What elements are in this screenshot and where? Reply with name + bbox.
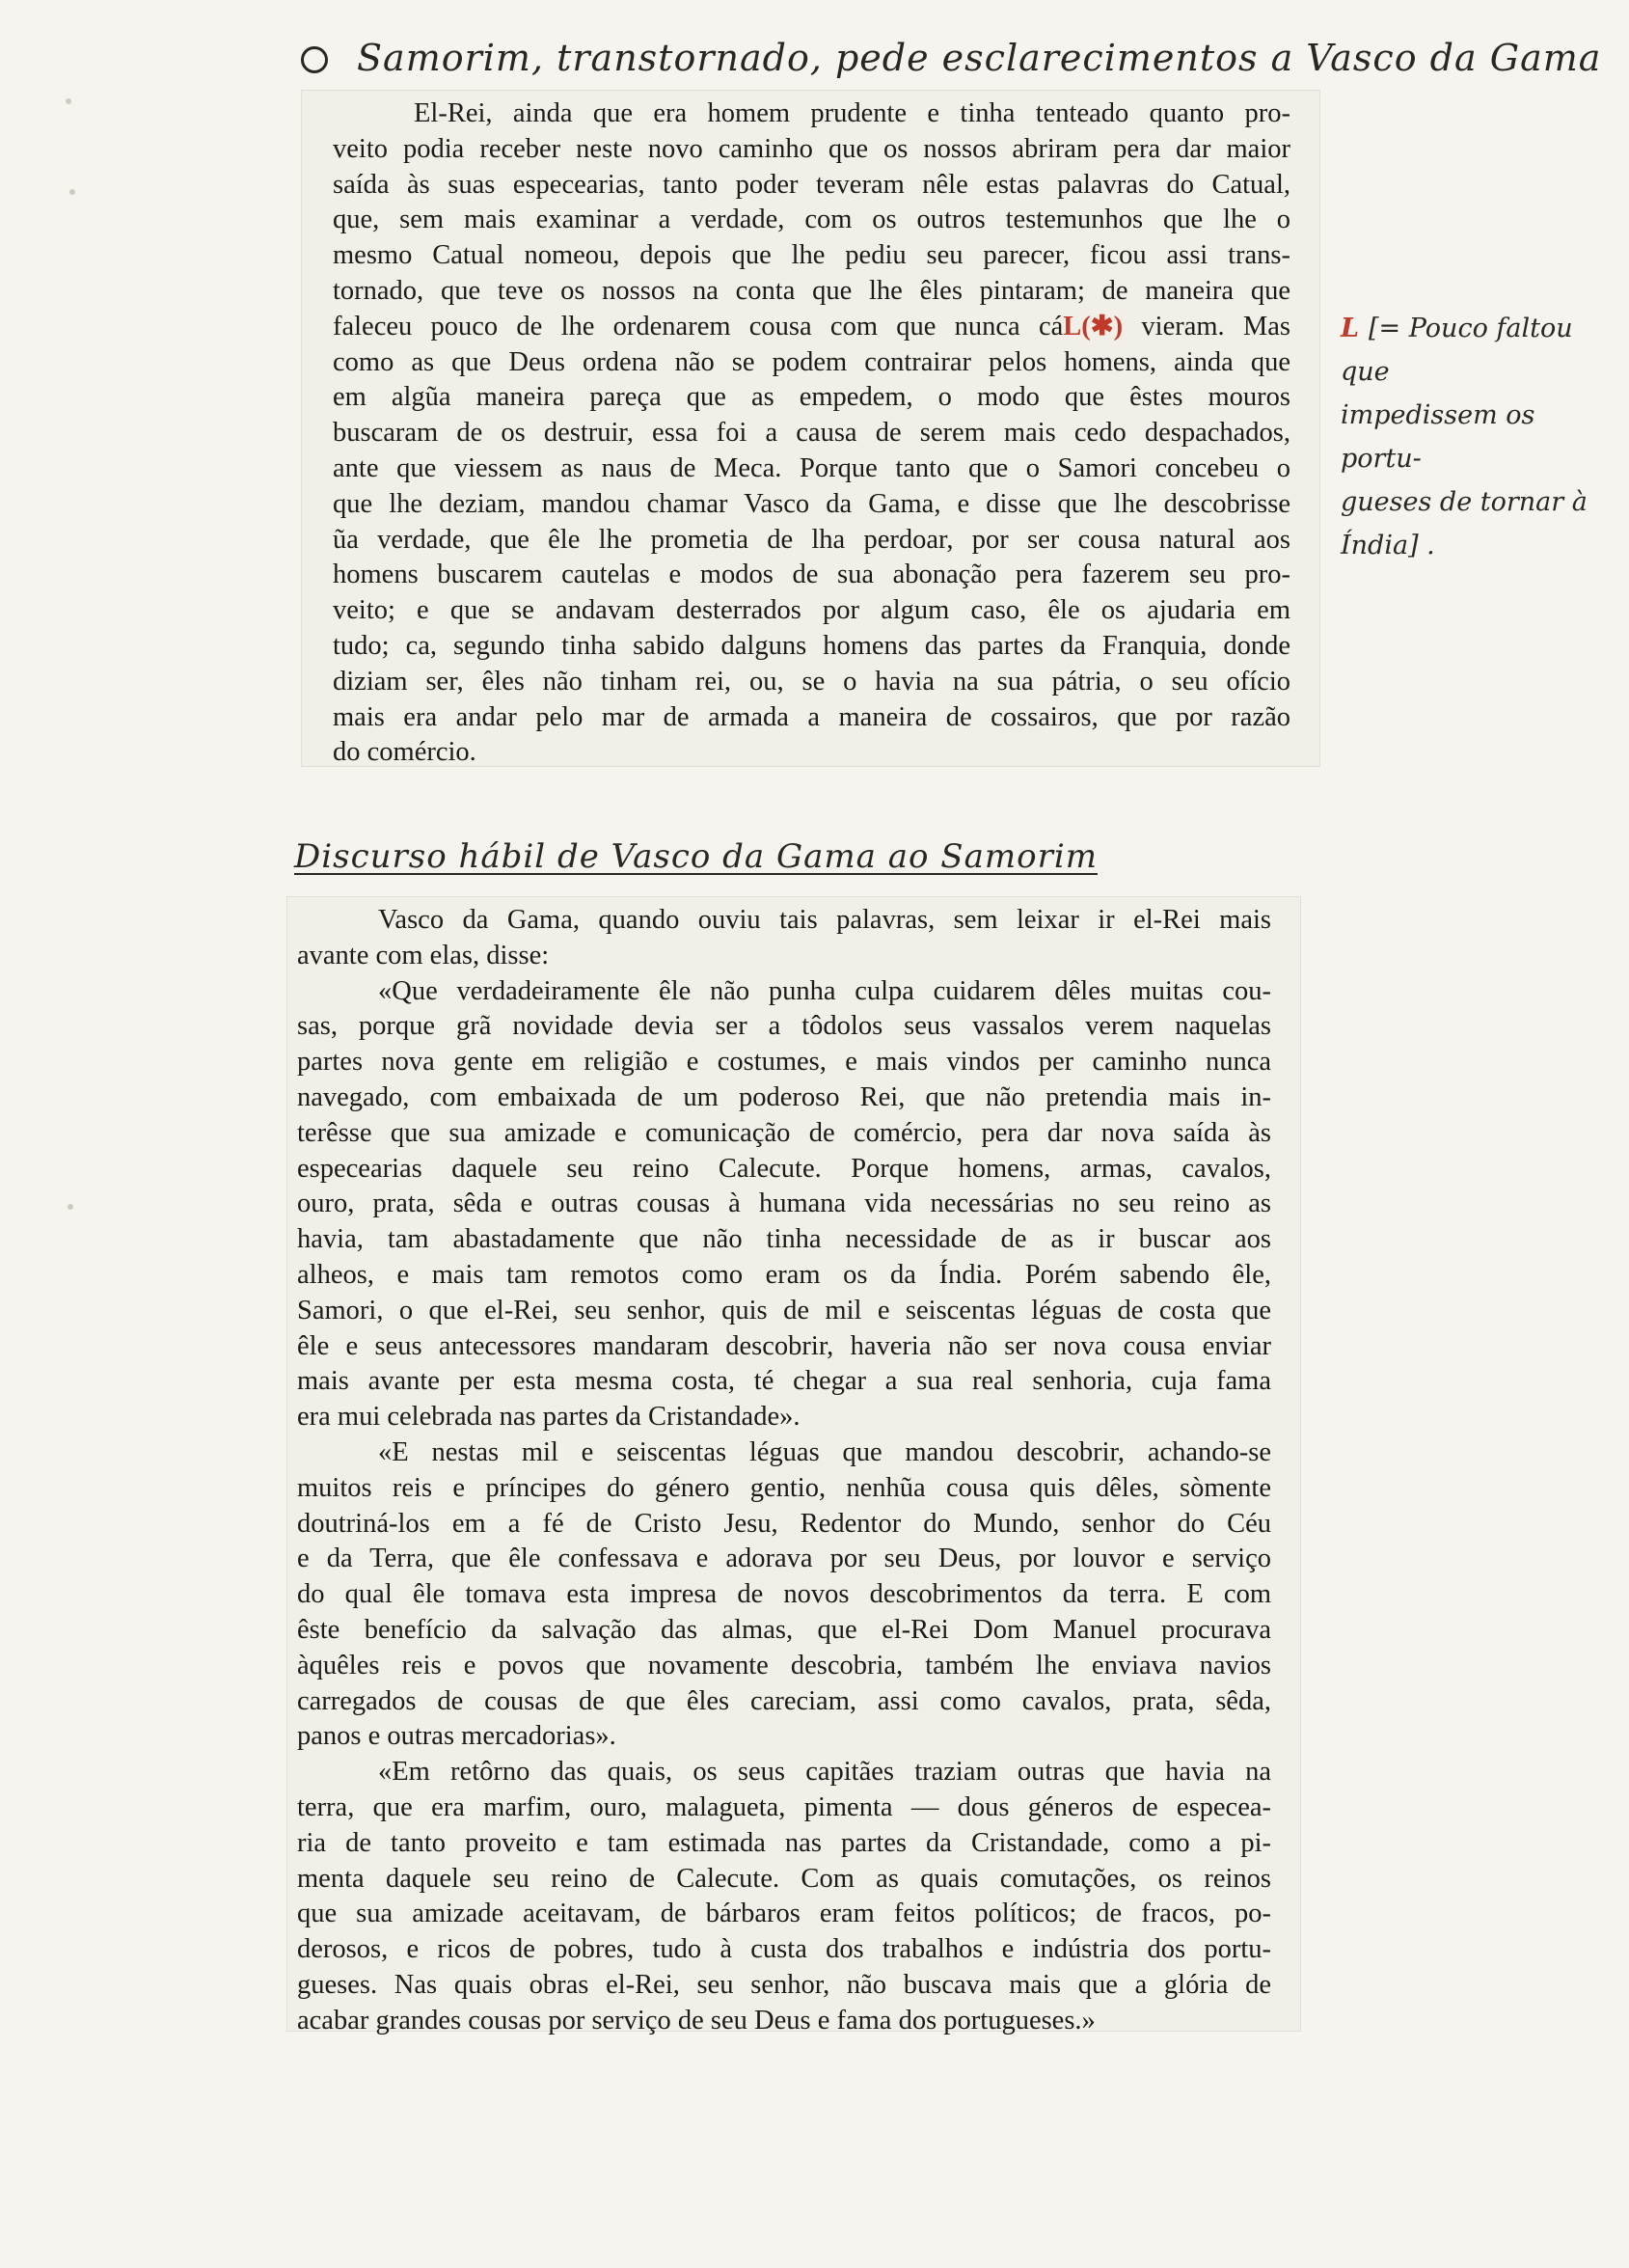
paragraph bbox=[287, 1755, 1300, 2038]
text-line: Vasco da Gama, quando ouviu tais palavras, sem leixar ir el-Rei mais bbox=[378, 905, 1271, 935]
text-fragment: vieram. Mas bbox=[1123, 311, 1290, 342]
text-line: doutriná-los em a fé de Cristo Jesu, Redentor do Mundo, senhor do Céu bbox=[297, 1508, 1271, 1539]
text-line: Samori, o que el-Rei, seu senhor, quis de mil e seiscentas léguas de costa que bbox=[297, 1295, 1271, 1325]
text-line: do qual êle tomava esta impresa de novos descobrimentos da terra. E com bbox=[297, 1579, 1271, 1610]
handwritten-heading-2: Discurso hábil de Vasco da Gama ao Samorim bbox=[294, 837, 1098, 876]
text-line: homens buscarem cautelas e modos de sua abonação pera fazerem seu pro- bbox=[333, 560, 1290, 590]
text-line: era mui celebrada nas partes da Cristandade». bbox=[297, 1402, 801, 1433]
text-line: especearias daquele seu reino Calecute. Porque homens, armas, cavalos, bbox=[297, 1153, 1271, 1184]
text-clipping-2 bbox=[287, 897, 1300, 2036]
text-line: ante que viessem as naus de Meca. Porque tanto que o Samori concebeu o bbox=[333, 452, 1290, 483]
text-line: muitos reis e príncipes do género gentio, nenhũa cousa quis dêles, sòmente bbox=[297, 1472, 1271, 1503]
marginal-note bbox=[1341, 307, 1611, 567]
text-line: mais era andar pelo mar de armada a maneira de cossairos, que por razão bbox=[333, 701, 1290, 732]
text-line: ũa verdade, que êle lhe prometia de lha perdoar, por ser cousa natural aos bbox=[333, 524, 1290, 555]
inline-annotation-mark: L(✱) bbox=[1063, 311, 1124, 342]
text-line: navegado, com embaixada de um poderoso Rei, que não pretendia mais in- bbox=[297, 1081, 1271, 1112]
text-line: «Que verdadeiramente êle não punha culpa cuidarem dêles muitas cou- bbox=[378, 975, 1271, 1006]
paper-speck bbox=[66, 98, 71, 104]
text-line: partes nova gente em religião e costumes, e mais vindos per caminho nunca bbox=[297, 1047, 1271, 1078]
text-line: em algũa maneira pareça que as empedem, o modo que êstes mouros bbox=[333, 382, 1290, 413]
text-line: veito; e que se andavam desterrados por algum caso, êle os ajudaria em bbox=[333, 595, 1290, 626]
text-line: que sua amizade aceitavam, de bárbaros eram feitos políticos; de fracos, po- bbox=[297, 1899, 1271, 1929]
text-line: acabar grandes cousas por serviço de seu Deus e fama dos portugueses.» bbox=[297, 2005, 1096, 2036]
text-line: «E nestas mil e seiscentas léguas que mandou descobrir, achando-se bbox=[378, 1436, 1271, 1467]
clipping-1-paragraph bbox=[302, 91, 1319, 771]
text-line: alheos, e mais tam remotos como eram os da Índia. Porém sabendo êle, bbox=[297, 1259, 1271, 1290]
paragraph bbox=[287, 974, 1300, 1435]
text-clipping-1 bbox=[302, 91, 1319, 766]
text-line: mesmo Catual nomeou, depois que lhe pediu seu parecer, ficou assi trans- bbox=[333, 240, 1290, 271]
text-line: tudo; ca, segundo tinha sabido dalguns homens das partes da Franquia, donde bbox=[333, 630, 1290, 661]
text-line: ria de tanto proveito e tam estimada nas partes da Cristandade, como a pi- bbox=[297, 1827, 1271, 1858]
paragraph bbox=[287, 903, 1300, 974]
text-line: terra, que era marfim, ouro, malagueta, pimenta — dous géneros de especea- bbox=[297, 1791, 1271, 1822]
marginal-line: [= Pouco faltou que bbox=[1341, 314, 1573, 387]
text-line: mais avante per esta mesma costa, té chegar a sua real senhoria, cuja fama bbox=[297, 1366, 1271, 1397]
text-line: êste benefício da salvação das almas, que el-Rei Dom Manuel procurava bbox=[297, 1614, 1271, 1645]
text-line: carregados de cousas de que êles careciam, assi como cavalos, prata, sêda, bbox=[297, 1685, 1271, 1716]
clipping-2-body bbox=[287, 897, 1300, 2039]
text-line: menta daquele seu reino de Calecute. Com as quais comutações, os reinos bbox=[297, 1863, 1271, 1894]
text-line: tornado, que teve os nossos na conta que lhe êles pintaram; de maneira que bbox=[333, 275, 1290, 306]
marginal-line: impedissem os portu- bbox=[1341, 400, 1535, 474]
text-line: buscaram de os destruir, essa foi a causa de serem mais cedo despachados, bbox=[333, 418, 1290, 449]
text-line: El-Rei, ainda que era homem prudente e tinha tenteado quanto pro- bbox=[414, 98, 1290, 128]
marginal-mark: L bbox=[1341, 314, 1359, 343]
text-line: êle e seus antecessores mandaram descobrir, haveria não ser nova cousa enviar bbox=[297, 1330, 1271, 1361]
paper-speck bbox=[69, 189, 75, 195]
marginal-line: Índia] . bbox=[1341, 531, 1435, 560]
text-line: como as que Deus ordena não se podem contrairar pelos homens, ainda que bbox=[333, 346, 1290, 377]
text-line: veito podia receber neste novo caminho que os nossos abriram pera dar maior bbox=[333, 133, 1290, 164]
paragraph bbox=[287, 1435, 1300, 1755]
text-line: diziam ser, êles não tinham rei, ou, se o havia na sua pátria, o seu ofício bbox=[333, 666, 1290, 697]
paper-speck bbox=[68, 1204, 73, 1210]
text-line: sas, porque grã novidade devia ser a tôdolos seus vassalos verem naquelas bbox=[297, 1011, 1271, 1042]
text-line: terêsse que sua amizade e comunicação de comércio, pera dar nova saída às bbox=[297, 1117, 1271, 1148]
text-line bbox=[333, 310, 1290, 345]
text-line: àquêles reis e povos que novamente descobria, também lhe enviava navios bbox=[297, 1650, 1271, 1681]
text-line: panos e outras mercadorias». bbox=[297, 1721, 616, 1752]
text-line: gueses. Nas quais obras el-Rei, seu senhor, não buscava mais que a glória de bbox=[297, 1969, 1271, 2000]
text-line: saída às suas especearias, tanto poder teveram nêle estas palavras do Catual, bbox=[333, 169, 1290, 200]
text-line: ouro, prata, sêda e outras cousas à humana vida necessárias no seu reino as bbox=[297, 1189, 1271, 1219]
marginal-line: gueses de tornar à bbox=[1341, 487, 1588, 517]
text-line: «Em retôrno das quais, os seus capitães traziam outras que havia na bbox=[378, 1757, 1271, 1788]
text-line: havia, tam abastadamente que não tinha necessidade de as ir buscar aos bbox=[297, 1224, 1271, 1255]
bullet-circle-icon bbox=[301, 46, 328, 73]
text-line: avante com elas, disse: bbox=[297, 940, 550, 970]
text-line: e da Terra, que êle confessava e adorava por seu Deus, por louvor e serviço bbox=[297, 1544, 1271, 1574]
text-fragment: faleceu pouco de lhe ordenarem cousa com que nunca cá bbox=[333, 311, 1064, 342]
text-line: do comércio. bbox=[333, 737, 476, 768]
handwritten-heading-1: Samorim, transtornado, pede esclarecimentos a Vasco da Gama bbox=[357, 37, 1602, 79]
text-line: que lhe deziam, mandou chamar Vasco da Gama, e disse que lhe descobrisse bbox=[333, 488, 1290, 519]
text-line: derosos, e ricos de pobres, tudo à custa dos trabalhos e indústria dos portu- bbox=[297, 1934, 1271, 1965]
text-line: que, sem mais examinar a verdade, com os outros testemunhos que lhe o bbox=[333, 205, 1290, 235]
